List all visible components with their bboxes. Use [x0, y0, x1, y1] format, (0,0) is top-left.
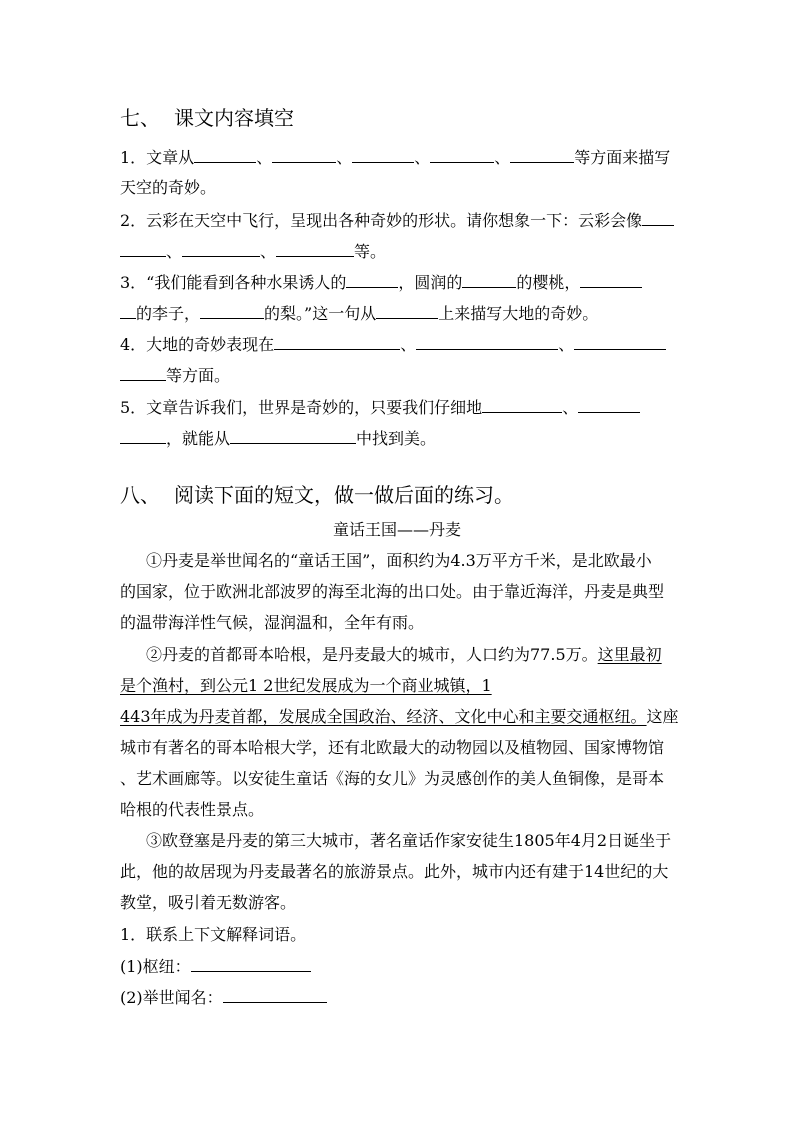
- s7-q4-sep: 、: [400, 335, 417, 354]
- answer-blank[interactable]: [510, 147, 574, 163]
- exercise-q1b-label: (2)举世闻名：: [120, 988, 223, 1007]
- underlined-sentence: 这里最初: [597, 645, 662, 664]
- s7-question-1: [120, 147, 676, 168]
- answer-blank[interactable]: [120, 365, 166, 381]
- section7-heading: [120, 105, 294, 131]
- answer-blank[interactable]: [462, 272, 516, 288]
- s7-q1-sep: 、: [336, 148, 353, 167]
- passage-title: 童话王国——丹麦: [332, 520, 461, 539]
- answer-blank[interactable]: [346, 272, 398, 288]
- s7-q3-text: 3．“我们能看到各种水果诱人的: [120, 273, 347, 292]
- s7-question-3: [120, 272, 676, 293]
- section7-heading-text: 课文内容填空: [174, 106, 294, 130]
- answer-blank[interactable]: [272, 147, 336, 163]
- answer-blank[interactable]: [642, 210, 674, 226]
- answer-blank[interactable]: [352, 147, 414, 163]
- answer-blank[interactable]: [580, 272, 642, 288]
- exercise-question-1: 1．联系上下文解释词语。: [120, 925, 307, 944]
- s7-q3-text: 的樱桃，: [516, 273, 581, 292]
- s7-q2-sep: 、: [166, 242, 183, 261]
- passage-text: 这座: [646, 707, 679, 726]
- s7-question-4-cont: [120, 365, 676, 386]
- passage-p2-line: [120, 707, 679, 727]
- s7-q4-sep: 、: [558, 335, 575, 354]
- passage-text: ②丹麦的首都哥本哈根，是丹麦最大的城市，人口约为77.5万。: [146, 645, 598, 664]
- s7-q2-end: 等。: [354, 242, 387, 261]
- passage-p3-line: ③欧登塞是丹麦的第三大城市，著名童话作家安徒生1805年4月2日诞坐于: [146, 831, 672, 850]
- s7-q1-text-end: 等方面来描写: [574, 148, 671, 167]
- answer-blank[interactable]: [120, 241, 166, 257]
- s7-question-5: [120, 397, 676, 418]
- s7-q1-text: 1．文章从: [120, 148, 195, 167]
- section7-heading-number: 七、: [120, 106, 160, 130]
- section8-heading-text: 阅读下面的短文，做一做后面的练习。: [174, 483, 514, 507]
- s7-question-3-cont: [120, 303, 676, 324]
- answer-blank[interactable]: [482, 397, 562, 413]
- answer-blank[interactable]: [416, 334, 558, 350]
- s7-q4-text: 4．大地的奇妙表现在: [120, 335, 275, 354]
- s7-q1-sep: 、: [256, 148, 273, 167]
- section8-heading: [120, 482, 514, 508]
- s7-question-1-cont: 天空的奇妙。: [120, 178, 217, 197]
- underlined-sentence: 是个渔村，到公元1 2世纪发展成为一个商业城镇，1: [120, 676, 492, 695]
- exercise-q1b: [120, 987, 676, 1008]
- answer-blank[interactable]: [223, 987, 327, 1003]
- answer-blank[interactable]: [274, 334, 400, 350]
- passage-p2-line: 哈根的代表性景点。: [120, 800, 265, 819]
- s7-question-5-cont: [120, 428, 676, 449]
- answer-blank[interactable]: [194, 147, 256, 163]
- s7-q3-text: 的梨。”这一句从: [264, 304, 377, 323]
- passage-p2-line: 、艺术画廊等。以安徒生童话《海的女儿》为灵感创作的美人鱼铜像，是哥本: [120, 769, 665, 788]
- passage-p1-line: 的温带海洋性气候，湿润温和，全年有雨。: [120, 613, 425, 632]
- s7-q3-text: 的李子，: [136, 304, 201, 323]
- s7-q5-text: ，就能从: [166, 429, 231, 448]
- s7-q1-sep: 、: [414, 148, 431, 167]
- answer-blank[interactable]: [230, 428, 356, 444]
- s7-q3-text: 上来描写大地的奇妙。: [438, 304, 599, 323]
- answer-blank[interactable]: [430, 147, 494, 163]
- answer-blank[interactable]: [191, 956, 311, 972]
- s7-q5-text: 5．文章告诉我们，世界是奇妙的，只要我们仔细地: [120, 398, 483, 417]
- s7-q1-sep: 、: [494, 148, 511, 167]
- answer-blank[interactable]: [578, 397, 640, 413]
- s7-q4-end: 等方面。: [166, 366, 231, 385]
- passage-p1-line: ①丹麦是举世闻名的“童话王国”，面积约为4.3万平方千米，是北欧最小: [146, 551, 652, 570]
- s7-q3-text: ，圆润的: [398, 273, 463, 292]
- answer-blank[interactable]: [376, 303, 438, 319]
- passage-p3-line: 此，他的故居现为丹麦最著名的旅游景点。此外，城市内还有建于14世纪的大: [120, 862, 669, 881]
- answer-blank[interactable]: [120, 428, 166, 444]
- answer-blank[interactable]: [182, 241, 260, 257]
- passage-p2-line: [120, 676, 676, 696]
- passage-p2-line: 城市有著名的哥本哈根大学，还有北欧最大的动物园以及植物园、国家博物馆: [120, 738, 665, 757]
- s7-q5-end: 中找到美。: [356, 429, 437, 448]
- passage-p1-line: 的国家，位于欧洲北部波罗的海至北海的出口处。由于靠近海洋，丹麦是典型: [120, 582, 665, 601]
- s7-q5-sep: 、: [562, 398, 579, 417]
- answer-blank[interactable]: [120, 303, 136, 319]
- section8-heading-number: 八、: [120, 483, 160, 507]
- answer-blank[interactable]: [276, 241, 354, 257]
- underlined-sentence: 443年成为丹麦首都，发展成全国政治、经济、文化中心和主要交通枢纽。: [120, 707, 647, 726]
- answer-blank[interactable]: [200, 303, 264, 319]
- exercise-q1a: [120, 956, 676, 977]
- s7-q2-text: 2．云彩在天空中飞行，呈现出各种奇妙的形状。请你想象一下：云彩会像: [120, 211, 643, 230]
- s7-q2-sep: 、: [260, 242, 277, 261]
- exercise-q1a-label: (1)枢纽：: [120, 957, 191, 976]
- s7-question-2: [120, 210, 676, 231]
- s7-question-2-cont: [120, 241, 676, 262]
- answer-blank[interactable]: [574, 334, 666, 350]
- s7-question-4: [120, 334, 676, 355]
- passage-p3-line: 教堂，吸引着无数游客。: [120, 893, 297, 912]
- passage-p2-line: [146, 645, 702, 665]
